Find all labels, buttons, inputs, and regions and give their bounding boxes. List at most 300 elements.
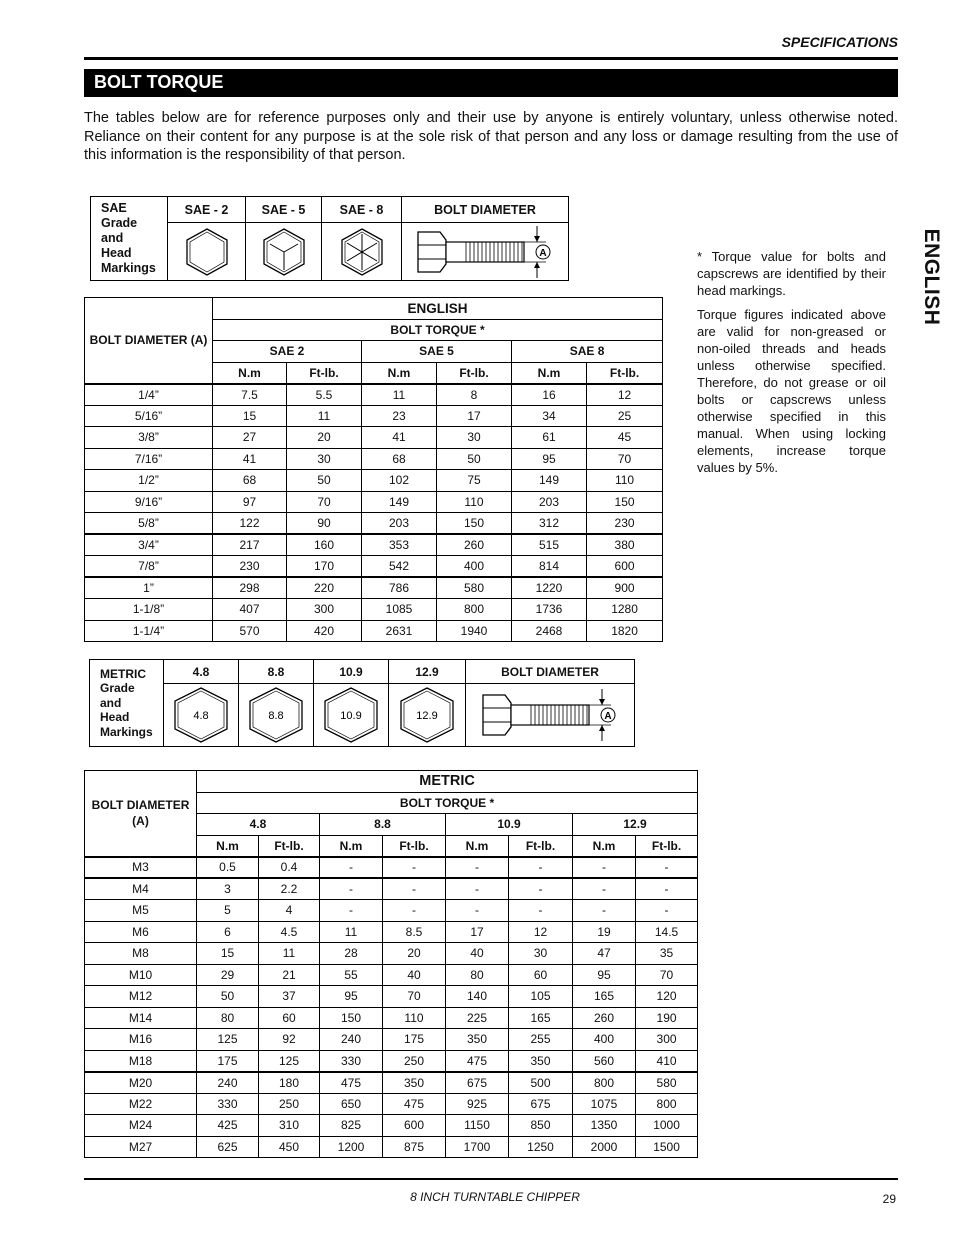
table-cell: 1500: [636, 1136, 698, 1158]
intro-paragraph: The tables below are for reference purposes only and their use by anyone is entirely voluntary, unless otherwise noted. Reliance on their content for any purpose is at the sole risk of that person and any loss or damage resulting from the use of this information is the responsibility of that person.: [84, 110, 898, 163]
table-row: [85, 491, 663, 513]
table-cell: 310: [259, 1115, 320, 1137]
bolt-diameter-label: BOLT DIAMETER: [402, 197, 569, 223]
table-cell: 300: [287, 599, 362, 621]
table-cell: -: [573, 857, 636, 879]
table-cell: 814: [512, 556, 587, 578]
table-cell: -: [446, 878, 509, 900]
table-cell: 40: [446, 943, 509, 965]
table-cell: 165: [573, 986, 636, 1008]
table-cell: 675: [509, 1093, 573, 1115]
table-cell: 15: [197, 943, 259, 965]
table-cell: -: [383, 857, 446, 879]
table-cell: 1736: [512, 599, 587, 621]
unit-header: Ft-lb.: [259, 835, 320, 857]
table-cell: 80: [446, 964, 509, 986]
table-cell: 1200: [320, 1136, 383, 1158]
table-cell: -: [573, 878, 636, 900]
metric-grade-markings-table: [89, 659, 635, 747]
table-cell: 29: [197, 964, 259, 986]
table-cell: 110: [437, 491, 512, 513]
table-cell: 786: [362, 577, 437, 599]
table-cell: 55: [320, 964, 383, 986]
table-cell: 400: [573, 1029, 636, 1051]
table-cell: 410: [636, 1050, 698, 1072]
grade-10-9: 10.9: [314, 660, 389, 684]
table-cell: 1250: [509, 1136, 573, 1158]
bolt-diameter-header: BOLT DIAMETER (A): [85, 298, 213, 384]
grade-sae2: SAE - 2: [168, 197, 246, 223]
table-cell: 4.5: [259, 921, 320, 943]
table-cell: 8.5: [383, 921, 446, 943]
table-cell: 12: [509, 921, 573, 943]
table-cell: 97: [213, 491, 287, 513]
note-grease: Torque figures indicated above are valid for non-greased or non-oiled threads and heads unless otherwise specified. Therefore, do not grease or oil bolts or capscrews unless otherwise specified in this manual. When using locking elements, increase torque values by 5%.: [697, 307, 886, 475]
note-asterisk: * Torque value for bolts and capscrews are identified by their head markings.: [697, 249, 886, 298]
table-cell: 14.5: [636, 921, 698, 943]
table-cell: 330: [197, 1093, 259, 1115]
table-cell: 50: [437, 448, 512, 470]
table-cell: 160: [287, 534, 362, 556]
side-language-tab: [916, 222, 946, 332]
grade-8-8: 8.8: [239, 660, 314, 684]
table-cell: -: [636, 900, 698, 922]
table-cell: 475: [383, 1093, 446, 1115]
table-row: [85, 878, 698, 900]
metric-bolt-diameter-label: BOLT DIAMETER: [466, 660, 635, 684]
table-cell: 15: [213, 405, 287, 427]
table-row: [85, 405, 663, 427]
table-cell: 11: [362, 384, 437, 406]
row-label: M27: [85, 1136, 197, 1158]
table-cell: 1940: [437, 620, 512, 642]
table-row: [85, 599, 663, 621]
table-row: [85, 986, 698, 1008]
table-cell: 560: [573, 1050, 636, 1072]
table-cell: 60: [509, 964, 573, 986]
table-cell: 0.5: [197, 857, 259, 879]
table-cell: 625: [197, 1136, 259, 1158]
table-cell: 50: [197, 986, 259, 1008]
table-cell: 105: [509, 986, 573, 1008]
unit-header: Ft-lb.: [587, 362, 663, 384]
table-cell: 225: [446, 1007, 509, 1029]
table-cell: -: [383, 878, 446, 900]
table-cell: 330: [320, 1050, 383, 1072]
table-cell: 19: [573, 921, 636, 943]
table-cell: 150: [587, 491, 663, 513]
row-label: 1”: [85, 577, 213, 599]
row-label: 1-1/8”: [85, 599, 213, 621]
page-title: BOLT TORQUE: [84, 69, 898, 97]
row-label: 7/8”: [85, 556, 213, 578]
table-cell: 800: [636, 1093, 698, 1115]
table-cell: 1150: [446, 1115, 509, 1137]
row-label: 1/4”: [85, 384, 213, 406]
hex-six-line-icon: [322, 223, 402, 281]
table-cell: 250: [259, 1093, 320, 1115]
table-cell: 17: [446, 921, 509, 943]
english-torque-table: [84, 297, 663, 642]
hex-three-line-icon: [246, 223, 322, 281]
table-cell: 120: [636, 986, 698, 1008]
table-cell: 37: [259, 986, 320, 1008]
table-cell: 380: [587, 534, 663, 556]
table-cell: 350: [509, 1050, 573, 1072]
unit-header: N.m: [512, 362, 587, 384]
table-cell: 30: [437, 427, 512, 449]
table-cell: 25: [587, 405, 663, 427]
table-cell: 47: [573, 943, 636, 965]
table-cell: 70: [636, 964, 698, 986]
table-cell: 35: [636, 943, 698, 965]
table-row: [85, 1050, 698, 1072]
table-row: [85, 534, 663, 556]
table-cell: 149: [362, 491, 437, 513]
svg-text:8.8: 8.8: [268, 710, 284, 722]
table-cell: 3: [197, 878, 259, 900]
table-cell: 450: [259, 1136, 320, 1158]
grade-sae8: SAE - 8: [322, 197, 402, 223]
table-cell: 11: [320, 921, 383, 943]
grade-header: SAE 5: [362, 341, 512, 363]
unit-header: N.m: [446, 835, 509, 857]
grade-header: 4.8: [197, 814, 320, 836]
table-cell: 23: [362, 405, 437, 427]
table-cell: 68: [213, 470, 287, 492]
table-row: [85, 1136, 698, 1158]
table-cell: 170: [287, 556, 362, 578]
table-cell: 20: [287, 427, 362, 449]
table-cell: 900: [587, 577, 663, 599]
table-cell: 5.5: [287, 384, 362, 406]
row-label: M22: [85, 1093, 197, 1115]
table-cell: 300: [636, 1029, 698, 1051]
table-cell: 125: [197, 1029, 259, 1051]
unit-header: N.m: [573, 835, 636, 857]
row-label: M18: [85, 1050, 197, 1072]
table-cell: -: [446, 857, 509, 879]
table-cell: 312: [512, 513, 587, 535]
table-row: [85, 900, 698, 922]
table-cell: 40: [383, 964, 446, 986]
table-cell: 68: [362, 448, 437, 470]
metric-grade-label: METRIC Grade and Head Markings: [90, 660, 164, 747]
table-cell: 122: [213, 513, 287, 535]
table-cell: 350: [383, 1072, 446, 1094]
table-cell: 600: [587, 556, 663, 578]
row-label: M10: [85, 964, 197, 986]
table-cell: 925: [446, 1093, 509, 1115]
row-label: M20: [85, 1072, 197, 1094]
unit-header: N.m: [320, 835, 383, 857]
svg-text:10.9: 10.9: [340, 710, 362, 722]
table-cell: 27: [213, 427, 287, 449]
table-cell: 30: [509, 943, 573, 965]
table-cell: 2000: [573, 1136, 636, 1158]
table-cell: 500: [509, 1072, 573, 1094]
metric-torque-table: [84, 770, 698, 1158]
table-cell: 92: [259, 1029, 320, 1051]
table-cell: 90: [287, 513, 362, 535]
svg-text:4.8: 4.8: [193, 710, 209, 722]
grade-12-9: 12.9: [389, 660, 466, 684]
table-cell: 30: [287, 448, 362, 470]
table-row: [85, 620, 663, 642]
table-cell: 400: [437, 556, 512, 578]
metric-section-header: METRIC: [197, 771, 698, 793]
table-row: [85, 513, 663, 535]
table-cell: 800: [573, 1072, 636, 1094]
table-cell: 420: [287, 620, 362, 642]
table-cell: -: [509, 878, 573, 900]
grade-header: SAE 8: [512, 341, 663, 363]
table-cell: 800: [437, 599, 512, 621]
table-cell: 149: [512, 470, 587, 492]
table-cell: -: [320, 900, 383, 922]
table-cell: 1280: [587, 599, 663, 621]
table-cell: 220: [287, 577, 362, 599]
table-cell: 4: [259, 900, 320, 922]
diameter-marker: A: [604, 711, 612, 722]
table-cell: 6: [197, 921, 259, 943]
grade-header: SAE 2: [213, 341, 362, 363]
table-cell: 175: [383, 1029, 446, 1051]
svg-text:12.9: 12.9: [416, 710, 438, 722]
table-cell: 260: [437, 534, 512, 556]
table-cell: 175: [197, 1050, 259, 1072]
table-cell: -: [509, 900, 573, 922]
table-cell: 825: [320, 1115, 383, 1137]
table-cell: 180: [259, 1072, 320, 1094]
table-cell: 350: [446, 1029, 509, 1051]
table-row: [85, 577, 663, 599]
table-cell: 570: [213, 620, 287, 642]
metric-bolt-diameter-header: BOLT DIAMETER (A): [85, 771, 197, 857]
table-cell: 110: [587, 470, 663, 492]
table-cell: 110: [383, 1007, 446, 1029]
row-label: 1-1/4”: [85, 620, 213, 642]
table-cell: 70: [383, 986, 446, 1008]
table-cell: 240: [197, 1072, 259, 1094]
table-cell: 580: [437, 577, 512, 599]
row-label: M3: [85, 857, 197, 879]
table-cell: 515: [512, 534, 587, 556]
table-row: [85, 470, 663, 492]
row-label: M14: [85, 1007, 197, 1029]
table-cell: 250: [383, 1050, 446, 1072]
diameter-marker: A: [539, 247, 547, 259]
header-rule: [84, 57, 898, 60]
table-cell: 8: [437, 384, 512, 406]
table-row: [85, 943, 698, 965]
table-cell: 353: [362, 534, 437, 556]
unit-header: Ft-lb.: [636, 835, 698, 857]
table-row: [85, 1029, 698, 1051]
table-cell: 475: [446, 1050, 509, 1072]
table-cell: 1350: [573, 1115, 636, 1137]
table-cell: -: [383, 900, 446, 922]
table-cell: 11: [287, 405, 362, 427]
table-cell: 165: [509, 1007, 573, 1029]
table-cell: 1075: [573, 1093, 636, 1115]
table-cell: 425: [197, 1115, 259, 1137]
table-cell: -: [636, 878, 698, 900]
footer-rule: [84, 1178, 898, 1180]
page-number: 29: [882, 1192, 896, 1206]
table-row: [85, 921, 698, 943]
hex-4.8-icon: [164, 684, 239, 747]
table-cell: 650: [320, 1093, 383, 1115]
row-label: M12: [85, 986, 197, 1008]
row-label: M5: [85, 900, 197, 922]
unit-header: Ft-lb.: [383, 835, 446, 857]
grade-header: 12.9: [573, 814, 698, 836]
unit-header: N.m: [362, 362, 437, 384]
table-cell: 150: [320, 1007, 383, 1029]
bolt-diagram-icon: [466, 684, 635, 747]
table-cell: 1820: [587, 620, 663, 642]
table-cell: 21: [259, 964, 320, 986]
side-language-label: ENGLISH: [920, 228, 943, 326]
table-cell: 580: [636, 1072, 698, 1094]
row-label: 7/16”: [85, 448, 213, 470]
table-cell: 542: [362, 556, 437, 578]
table-cell: 230: [213, 556, 287, 578]
table-cell: 95: [320, 986, 383, 1008]
unit-header: N.m: [213, 362, 287, 384]
table-row: [85, 427, 663, 449]
row-label: M6: [85, 921, 197, 943]
table-cell: 80: [197, 1007, 259, 1029]
row-label: 1/2”: [85, 470, 213, 492]
table-row: [85, 1072, 698, 1094]
table-cell: 0.4: [259, 857, 320, 879]
table-cell: 125: [259, 1050, 320, 1072]
table-cell: 20: [383, 943, 446, 965]
table-cell: 255: [509, 1029, 573, 1051]
unit-header: N.m: [197, 835, 259, 857]
sae-grade-label: SAE Grade and Head Markings: [91, 197, 168, 281]
grade-4-8: 4.8: [164, 660, 239, 684]
row-label: 3/4”: [85, 534, 213, 556]
table-cell: 190: [636, 1007, 698, 1029]
table-cell: 675: [446, 1072, 509, 1094]
table-cell: 41: [362, 427, 437, 449]
table-cell: 298: [213, 577, 287, 599]
hex-plain-icon: [168, 223, 246, 281]
table-cell: 875: [383, 1136, 446, 1158]
table-cell: 61: [512, 427, 587, 449]
table-cell: -: [320, 857, 383, 879]
table-cell: 95: [512, 448, 587, 470]
table-cell: 34: [512, 405, 587, 427]
table-cell: 150: [437, 513, 512, 535]
table-cell: 475: [320, 1072, 383, 1094]
section-header: SPECIFICATIONS: [781, 34, 898, 50]
table-row: [85, 964, 698, 986]
unit-header: Ft-lb.: [509, 835, 573, 857]
sae-grade-markings-table: [90, 196, 569, 281]
table-cell: 2468: [512, 620, 587, 642]
hex-10.9-icon: [314, 684, 389, 747]
table-cell: 75: [437, 470, 512, 492]
unit-header: Ft-lb.: [287, 362, 362, 384]
table-row: [85, 1007, 698, 1029]
table-cell: -: [509, 857, 573, 879]
row-label: 5/8”: [85, 513, 213, 535]
hex-12.9-icon: [389, 684, 466, 747]
table-row: [85, 857, 698, 879]
row-label: 9/16”: [85, 491, 213, 513]
table-cell: 240: [320, 1029, 383, 1051]
table-cell: 70: [587, 448, 663, 470]
grade-sae5: SAE - 5: [246, 197, 322, 223]
table-cell: 70: [287, 491, 362, 513]
table-cell: 7.5: [213, 384, 287, 406]
table-cell: 28: [320, 943, 383, 965]
table-cell: 1220: [512, 577, 587, 599]
table-cell: 102: [362, 470, 437, 492]
table-cell: -: [636, 857, 698, 879]
table-cell: 50: [287, 470, 362, 492]
table-row: [85, 448, 663, 470]
table-cell: 230: [587, 513, 663, 535]
table-cell: 41: [213, 448, 287, 470]
row-label: 3/8”: [85, 427, 213, 449]
table-cell: 11: [259, 943, 320, 965]
bolt-torque-header: BOLT TORQUE *: [213, 319, 663, 341]
table-cell: 17: [437, 405, 512, 427]
table-cell: 260: [573, 1007, 636, 1029]
table-cell: 45: [587, 427, 663, 449]
table-cell: 1000: [636, 1115, 698, 1137]
table-cell: 203: [362, 513, 437, 535]
table-cell: 16: [512, 384, 587, 406]
unit-header: Ft-lb.: [437, 362, 512, 384]
table-cell: -: [573, 900, 636, 922]
table-cell: 1085: [362, 599, 437, 621]
table-row: [85, 384, 663, 406]
table-cell: 1700: [446, 1136, 509, 1158]
metric-bolt-torque-header: BOLT TORQUE *: [197, 792, 698, 814]
table-cell: 203: [512, 491, 587, 513]
table-row: [85, 556, 663, 578]
table-cell: 140: [446, 986, 509, 1008]
table-cell: 2.2: [259, 878, 320, 900]
bolt-diagram-icon: [402, 223, 569, 281]
table-cell: 2631: [362, 620, 437, 642]
row-label: M8: [85, 943, 197, 965]
torque-notes: [697, 248, 886, 483]
table-cell: 95: [573, 964, 636, 986]
grade-header: 8.8: [320, 814, 446, 836]
table-row: [85, 1115, 698, 1137]
table-cell: 5: [197, 900, 259, 922]
table-cell: 600: [383, 1115, 446, 1137]
table-cell: 850: [509, 1115, 573, 1137]
row-label: M16: [85, 1029, 197, 1051]
table-cell: 12: [587, 384, 663, 406]
table-cell: -: [446, 900, 509, 922]
footer-title: 8 INCH TURNTABLE CHIPPER: [410, 1190, 580, 1204]
table-cell: 407: [213, 599, 287, 621]
row-label: 5/16”: [85, 405, 213, 427]
hex-8.8-icon: [239, 684, 314, 747]
row-label: M4: [85, 878, 197, 900]
table-cell: 217: [213, 534, 287, 556]
row-label: M24: [85, 1115, 197, 1137]
